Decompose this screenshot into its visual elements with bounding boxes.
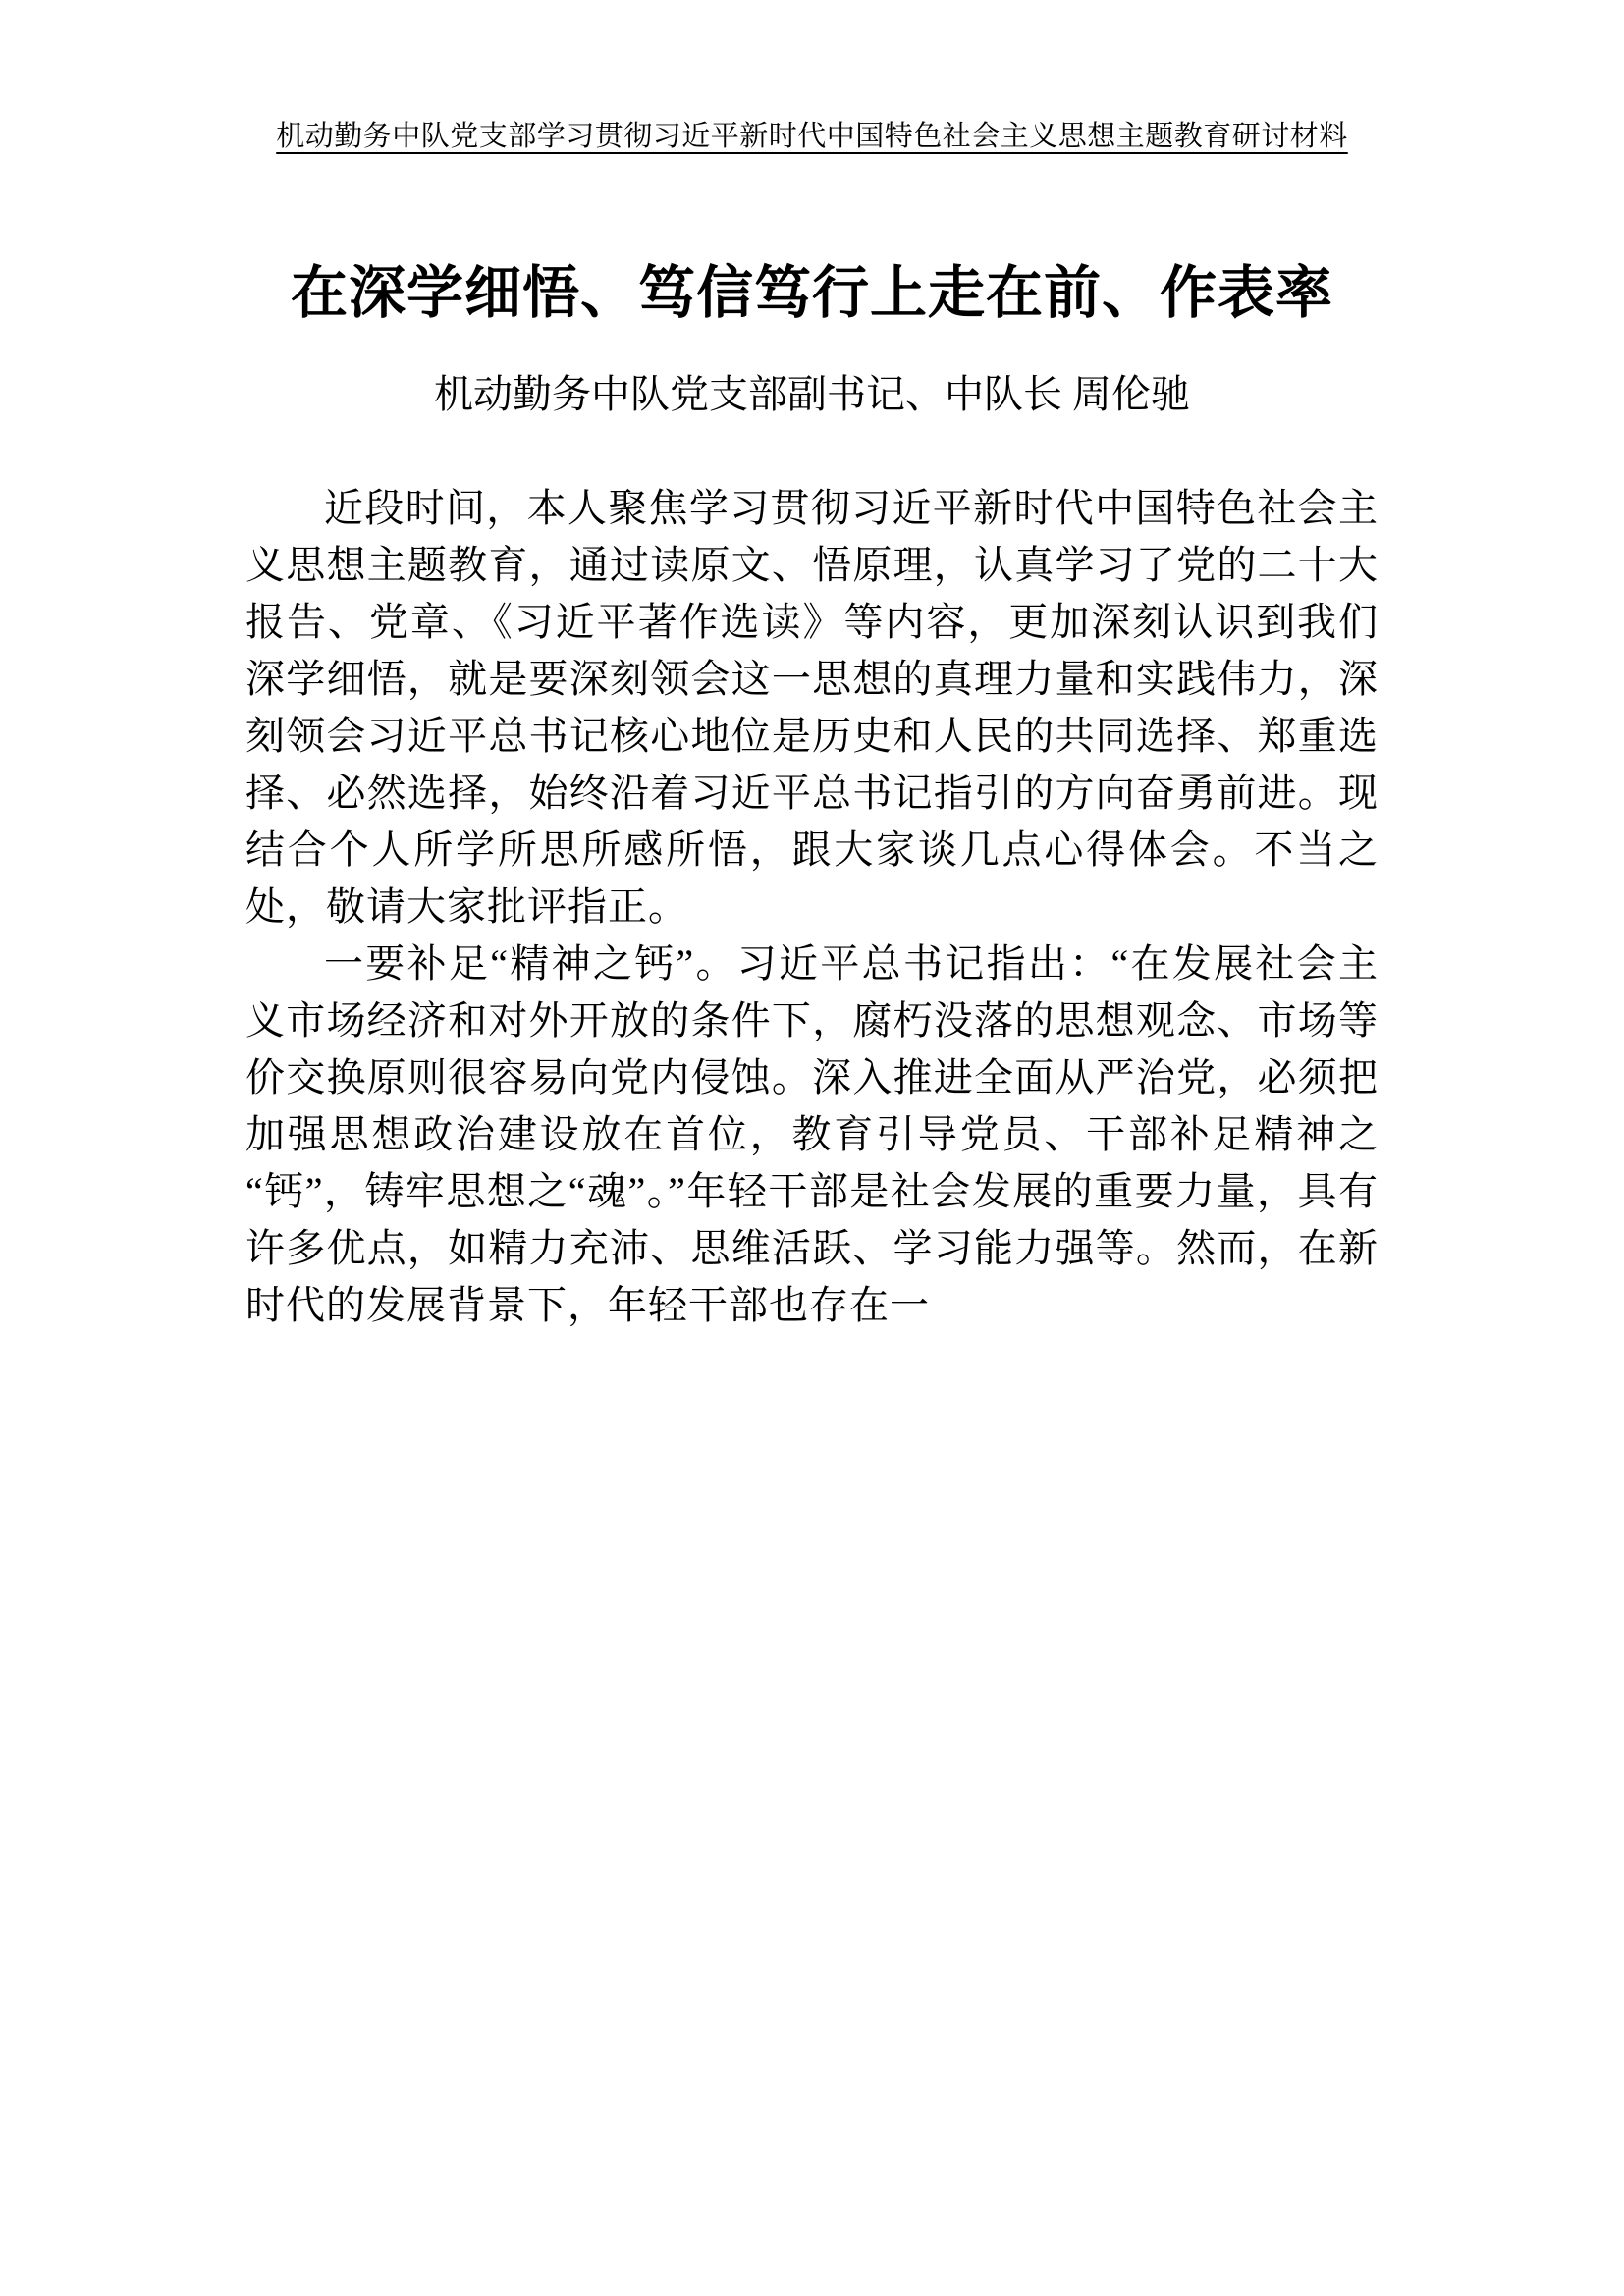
paragraph-1: 近段时间，本人聚焦学习贯彻习近平新时代中国特色社会主义思想主题教育，通过读原文、悟原理，认真学习了党的二十大报告、党章、《习近平著作选读》等内容，更加深刻认识到我们深学细悟，就是要深刻领会这一思想的真理力量和实践伟力，深刻领会习近平总书记核心地位是历史和人民的共同选择、郑重选择、必然选择，始终沿着习近平总书记指引的方向奋勇前进。现结合个人所学所思所感所悟，跟大家谈几点心得体会。不当之处，敬请大家批评指正。 [245,485,1379,929]
document-subtitle-author: 机动勤务中队党支部副书记、中队长 周伦驰 [434,371,1190,416]
document-title: 在深学细悟、笃信笃行上走在前、作表率 [290,261,1333,325]
paragraph-2: 一要补足“精神之钙”。习近平总书记指出：“在发展社会主义市场经济和对外开放的条件下，腐朽没落的思想观念、市场等价交换原则很容易向党内侵蚀。深入推进全面从严治党，必须把加强思想政治建设放在首位，教育引导党员、干部补足精神之“钙”，铸牢思想之“魂”。”年轻干部是社会发展的重要力量，具有许多优点，如精力充沛、思维活跃、学习能力强等。然而，在新时代的发展背景下，年轻干部也存在一 [245,940,1379,1327]
document-header-note: 机动勤务中队党支部学习贯彻习近平新时代中国特色社会主义思想主题教育研讨材料 [276,121,1348,152]
document-body [245,480,1379,1334]
